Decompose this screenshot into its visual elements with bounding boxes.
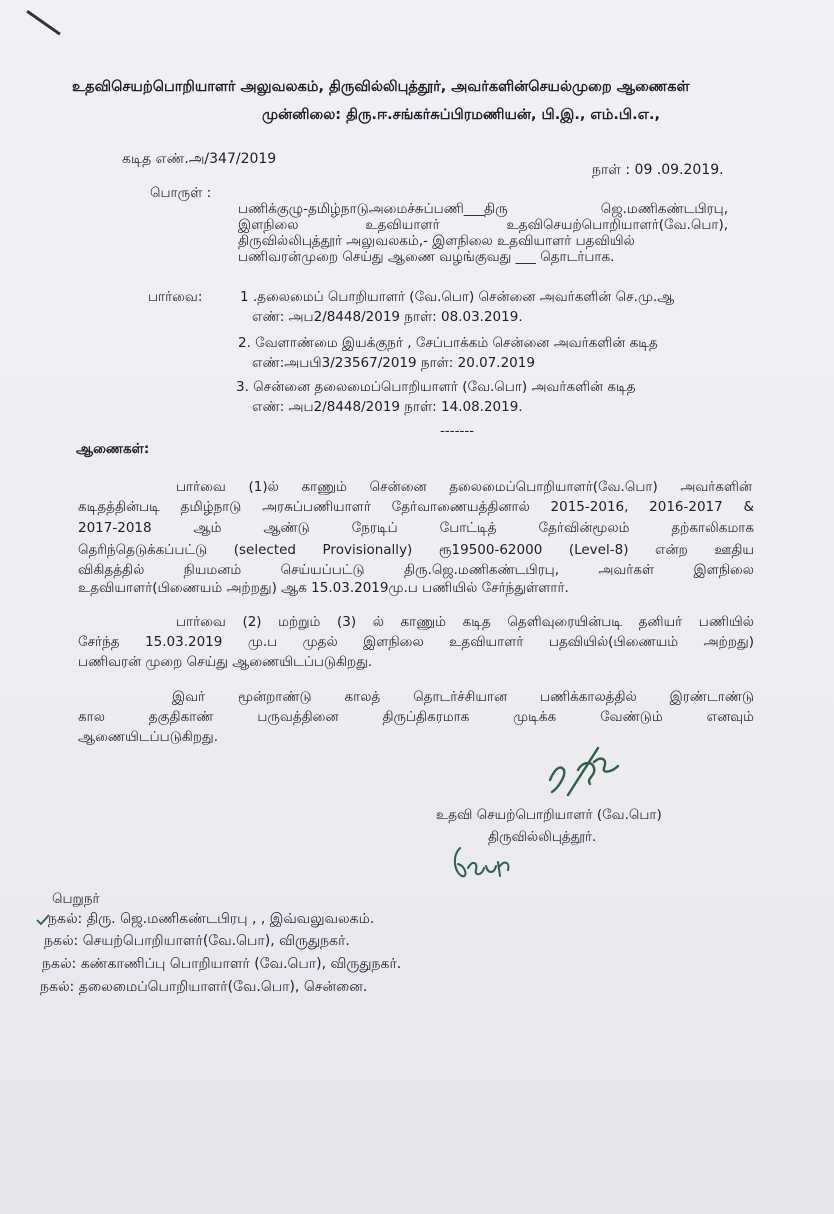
order-paragraph-line: பணிவரன் முறை செய்து ஆணையிடப்படுகிறது.	[78, 654, 373, 670]
subject-line: பணிக்குழு-தமிழ்நாடுஅமைச்சுப்பணி___திரு ஜெ.மணிகண்டபிரபு,	[238, 201, 728, 217]
letter-reference-number: கடித எண்.அ/347/2019	[122, 151, 277, 167]
presiding-officer: முன்னிலை: திரு.ஈ.சங்கர்சுப்பிரமணியன், பி.இ., எம்.பி.எ.,	[262, 107, 660, 123]
recipients-label: பெறுநர்	[52, 891, 100, 907]
order-paragraph-line: விகிதத்தில் நியமனம் செய்யப்பட்டு திரு.ஜெ.மணிகண்டபிரபு, அவர்கள் இளநிலை	[78, 562, 754, 578]
office-heading: உதவிசெயற்பொறியாளர் அலுவலகம், திருவில்லிபுத்தூர், அவர்களின்செயல்முறை ஆணைகள்	[72, 79, 690, 95]
order-paragraph-line: தெரிந்தெடுக்கப்பட்டு (selected Provisionally) ரூ19500-62000 (Level-8) என்ற ஊதிய	[78, 542, 754, 558]
reference-item: 1 .தலைமைப் பொறியாளர் (வே.பொ) சென்னை அவர்களின் செ.மு.ஆ	[240, 289, 675, 305]
reference-item: 3. சென்னை தலைமைப்பொறியாளர் (வே.பொ) அவர்களின் கடித	[236, 379, 636, 395]
reference-item-detail: எண்: அப2/8448/2019 நாள்: 14.08.2019.	[252, 399, 523, 415]
signatory-place: திருவில்லிபுத்தூர்.	[488, 829, 597, 845]
initials-signature	[446, 836, 516, 888]
signatory-designation: உதவி செயற்பொறியாளர் (வே.பொ)	[436, 807, 662, 823]
order-paragraph-line: ஆணையிடப்படுகிறது.	[78, 729, 219, 745]
order-paragraph-line: உதவியாளர்(பிணையம் அற்றது) ஆக 15.03.2019மு.ப பணியில் சேர்ந்துள்ளார்.	[78, 580, 569, 596]
subject-label: பொருள் :	[150, 185, 212, 201]
subject-line: இளநிலை உதவியாளர் உதவிசெயற்பொறியாளர்(வே.பொ),	[238, 217, 728, 233]
recipient-item: நகல்: தலைமைப்பொறியாளர்(வே.பொ), சென்னை.	[40, 979, 368, 995]
order-paragraph-line: பார்வை (1)ல் காணும் சென்னை தலைமைப்பொறியாளர்(வே.பொ) அவர்களின்	[176, 479, 752, 495]
subject-line: திருவில்லிபுத்தூர் அலுவலகம்,- இளநிலை உதவியாளர் பதவியில்	[238, 233, 635, 249]
order-paragraph-line: இவர் மூன்றாண்டு காலத் தொடர்ச்சியான பணிக்காலத்தில் இரண்டாண்டு	[172, 689, 754, 705]
order-paragraph-line: கடிதத்தின்படி தமிழ்நாடு அரசுப்பணியாளர் தேர்வாணையத்தினால் 2015-2016, 2016-2017 &	[78, 499, 754, 515]
reference-item: 2. வேளாண்மை இயக்குநர் , சேப்பாக்கம் சென்னை அவர்களின் கடித	[238, 335, 658, 351]
order-paragraph-line: கால தகுதிகாண் பருவத்தினை திருப்திகரமாக முடிக்க வேண்டும் எனவும்	[78, 709, 754, 725]
officer-signature	[538, 740, 628, 810]
order-paragraph-line: பார்வை (2) மற்றும் (3) ல் காணும் கடித தெளிவுரையின்படி தனியர் பணியில்	[176, 614, 754, 630]
references-label: பார்வை:	[148, 289, 203, 305]
recipient-item: நகல்: கண்காணிப்பு பொறியாளர் (வே.பொ), விருதுநகர்.	[42, 956, 402, 972]
subject-line: பணிவரன்முறை செய்து ஆணை வழங்குவது ___ தொடர்பாக.	[238, 249, 615, 265]
pen-stroke-mark	[26, 10, 60, 35]
order-paragraph-line: சேர்ந்த 15.03.2019 மு.ப முதல் இளநிலை உதவியாளர் பதவியில்(பிணையம் அற்றது)	[78, 634, 754, 650]
reference-item-detail: எண்: அப2/8448/2019 நாள்: 08.03.2019.	[252, 309, 523, 325]
recipient-item: நகல்: செயற்பொறியாளர்(வே.பொ), விருதுநகர்.	[44, 933, 350, 949]
recipient-item: நகல்: திரு. ஜெ.மணிகண்டபிரபு , , இவ்வலுவலகம்.	[48, 911, 375, 927]
section-divider: -------	[440, 423, 475, 439]
reference-item-detail: எண்:அபபி3/23567/2019 நாள்: 20.07.2019	[252, 355, 535, 371]
letter-date: நாள் : 09 .09.2019.	[592, 162, 724, 178]
order-paragraph-line: 2017-2018 ஆம் ஆண்டு நேரடிப் போட்டித் தேர்வின்மூலம் தற்காலிகமாக	[78, 520, 754, 536]
orders-label: ஆணைகள்:	[76, 441, 150, 457]
